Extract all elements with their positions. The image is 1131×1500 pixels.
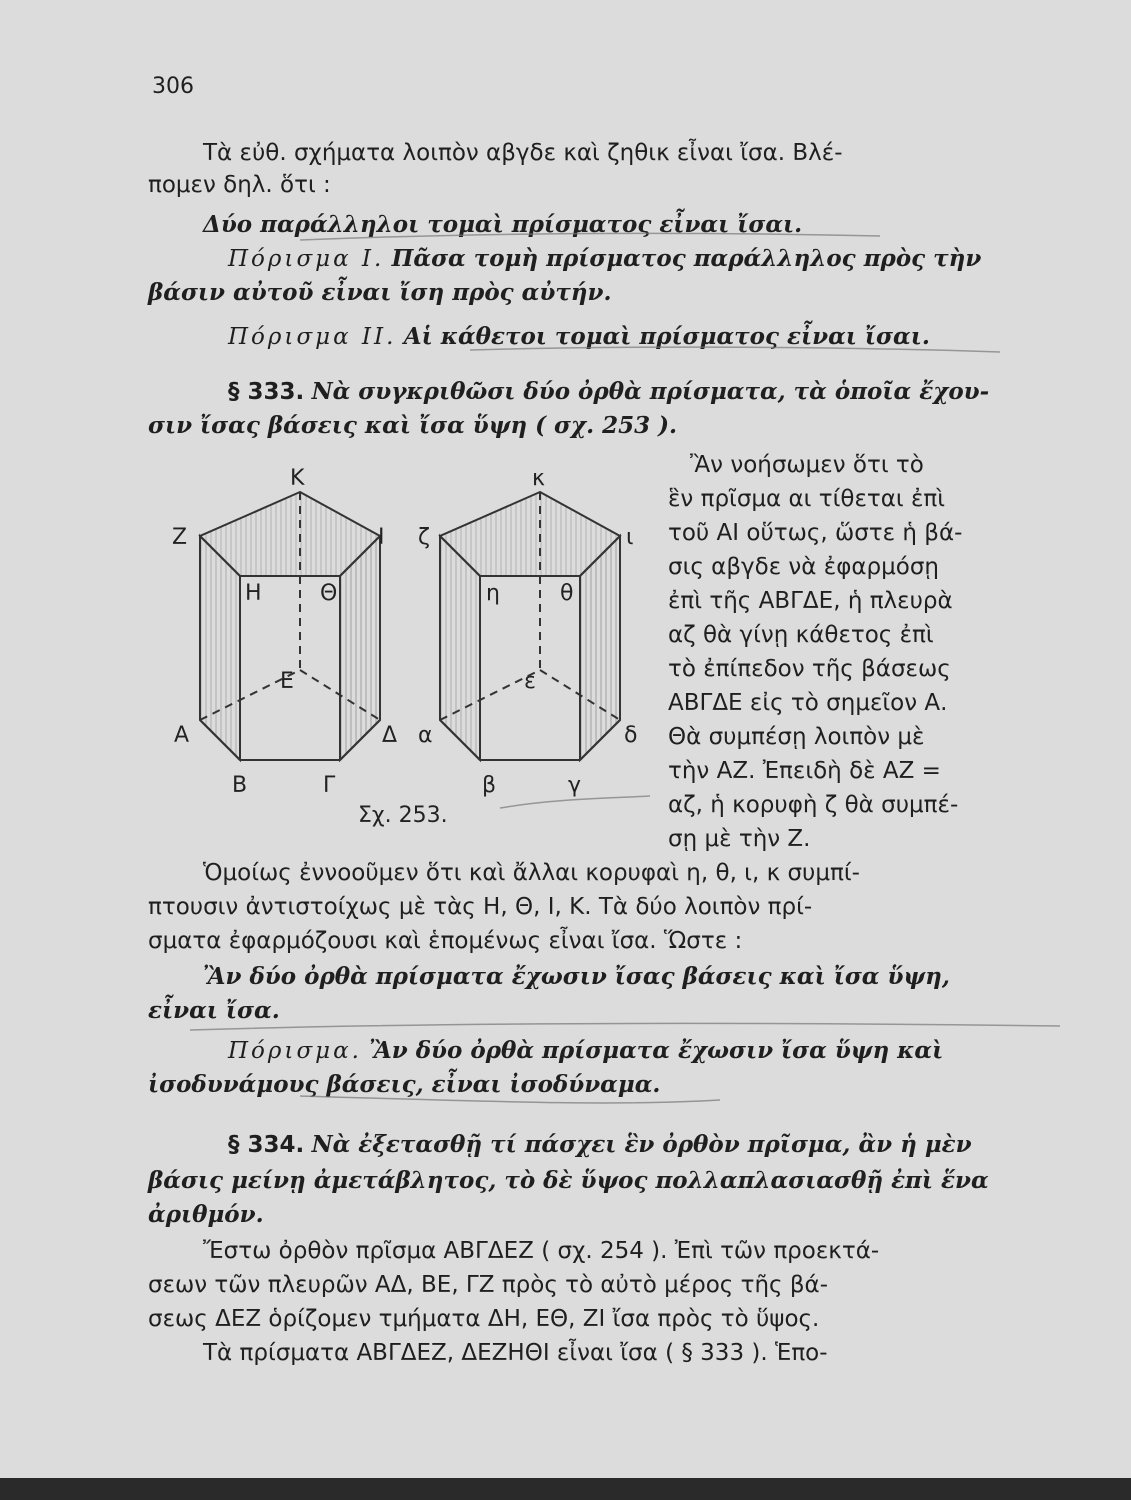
section334-title2: βάσις μείνῃ ἀμετάβλητος, τὸ δὲ ὕψος πολλαπλασιασθῇ ἐπὶ ἕνα	[148, 1167, 989, 1194]
section334-title1: Νὰ ἐξετασθῇ τί πάσχει ἓν ὀρθὸν πρῖσμα, ἂν ἡ μὲν	[311, 1131, 972, 1158]
label-e: ε	[524, 669, 536, 694]
label-a: α	[418, 723, 433, 748]
label-B: Β	[232, 773, 248, 798]
porisma1-text: Πᾶσα τομὴ πρίσματος παράλληλος πρὸς τὴν	[391, 245, 982, 272]
para3-line4: Τὰ πρίσματα ΑΒΓΔΕΖ, ΔΕΖΗΘΙ εἶναι ἴσα ( § 333 ). Ἑπο-	[203, 1340, 828, 1366]
label-D: Δ	[382, 723, 398, 748]
para1-line2: πομεν δηλ. ὅτι :	[148, 172, 331, 198]
label-K: Κ	[290, 466, 305, 491]
pencil-mark-5	[500, 796, 650, 808]
label-i: ι	[626, 525, 634, 550]
label-k: κ	[532, 466, 545, 491]
scan-bottom-edge	[0, 1478, 1131, 1500]
label-G: Γ	[323, 773, 336, 798]
section333-number: § 333.	[228, 379, 305, 405]
side-text-10: τὴν ΑΖ. Ἐπειδὴ δὲ ΑΖ =	[668, 758, 941, 784]
pencil-mark-2	[470, 347, 1000, 352]
side-text-1: Ἂν νοήσωμεν ὅτι τὸ	[690, 452, 924, 478]
label-Z: Ζ	[172, 525, 188, 550]
section334-title3: ἀριθμόν.	[148, 1201, 264, 1228]
label-th: θ	[560, 581, 574, 606]
side-text-8: ΑΒΓΔΕ εἰς τὸ σημεῖον Α.	[668, 690, 948, 716]
label-A: Α	[174, 723, 190, 748]
side-text-12: σῃ μὲ τὴν Ζ.	[668, 826, 811, 852]
porisma1-line2: βάσιν αὐτοῦ εἶναι ἴση πρὸς αὐτήν.	[148, 279, 612, 306]
label-b: β	[482, 773, 497, 798]
label-TH: Θ	[320, 581, 338, 606]
side-text-6: αζ θὰ γίνῃ κάθετος ἐπὶ	[668, 622, 934, 648]
porisma3-label: Πόρισμα.	[228, 1038, 362, 1064]
pencil-mark-3	[190, 1023, 1060, 1030]
porisma3-line2: ἰσοδυνάμους βάσεις, εἶναι ἰσοδύναμα.	[148, 1071, 661, 1098]
porisma2-label: Πόρισμα ΙΙ.	[228, 324, 397, 350]
label-E: Ε	[280, 669, 294, 694]
section334-number: § 334.	[228, 1132, 305, 1158]
side-text-11: αζ, ἡ κορυφὴ ζ θὰ συμπέ-	[668, 792, 959, 818]
pencil-mark-4	[300, 1096, 720, 1103]
para3-line1: Ἔστω ὀρθὸν πρῖσμα ΑΒΓΔΕΖ ( σχ. 254 ). Ἐπὶ τῶν προεκτά-	[203, 1238, 880, 1264]
porisma1-label: Πόρισμα Ι.	[228, 246, 385, 272]
label-g: γ	[568, 773, 582, 798]
label-h: η	[486, 581, 500, 606]
figure-caption: Σχ. 253.	[358, 803, 448, 828]
para2-line3: σματα ἐφαρμόζουσι καὶ ἑπομένως εἶναι ἴσα. Ὥστε :	[148, 928, 743, 954]
section333-title2: σιν ἴσας βάσεις καὶ ἴσα ὕψη ( σχ. 253 ).	[148, 412, 678, 439]
theorem2-line2: εἶναι ἴσα.	[148, 997, 280, 1024]
side-text-2: ἓν πρῖσμα αι τίθεται ἐπὶ	[668, 486, 946, 512]
label-z: ζ	[418, 525, 430, 550]
section333-title1: Νὰ συγκριθῶσι δύο ὀρθὰ πρίσματα, τὰ ὁποῖα ἔχου-	[311, 378, 990, 405]
page-number: 306	[152, 74, 194, 99]
side-text-9: Θὰ συμπέσῃ λοιπὸν μὲ	[668, 724, 925, 750]
side-text-4: σις αβγδε νὰ ἐφαρμόσῃ	[668, 554, 939, 580]
label-d: δ	[624, 723, 638, 748]
para3-line2: σεων τῶν πλευρῶν ΑΔ, ΒΕ, ΓΖ πρὸς τὸ αὐτὸ μέρος τῆς βά-	[148, 1272, 828, 1298]
side-text-5: ἐπὶ τῆς ΑΒΓΔΕ, ἡ πλευρὰ	[668, 588, 953, 614]
para1-line1: Τὰ εὐθ. σχήματα λοιπὸν αβγδε καὶ ζηθικ εἶναι ἴσα. Βλέ-	[203, 140, 843, 166]
porisma2-text: Αἱ κάθετοι τομαὶ πρίσματος εἶναι ἴσαι.	[403, 323, 930, 350]
side-text-7: τὸ ἐπίπεδον τῆς βάσεως	[668, 656, 951, 682]
theorem1: Δύο παράλληλοι τομαὶ πρίσματος εἶναι ἴσαι.	[203, 211, 803, 238]
label-H: Η	[245, 581, 262, 606]
theorem2-line1: Ἂν δύο ὀρθὰ πρίσματα ἔχωσιν ἴσας βάσεις καὶ ἴσα ὕψη,	[203, 963, 950, 990]
pencil-mark-1	[300, 233, 880, 240]
label-I: Ι	[378, 525, 385, 550]
para2-line1: Ὁμοίως ἐννοοῦμεν ὅτι καὶ ἄλλαι κορυφαὶ η, θ, ι, κ συμπί-	[203, 860, 860, 886]
para2-line2: πτουσιν ἀντιστοίχως μὲ τὰς Η, Θ, Ι, Κ. Τὰ δύο λοιπὸν πρί-	[148, 894, 813, 920]
porisma3-text: Ἂν δύο ὀρθὰ πρίσματα ἔχωσιν ἴσα ὕψη καὶ	[369, 1037, 944, 1064]
para3-line3: σεως ΔΕΖ ὁρίζομεν τμήματα ΔΗ, ΕΘ, ΖΙ ἴσα πρὸς τὸ ὕψος.	[148, 1306, 820, 1332]
side-text-3: τοῦ ΑΙ οὕτως, ὥστε ἡ βά-	[668, 520, 963, 546]
